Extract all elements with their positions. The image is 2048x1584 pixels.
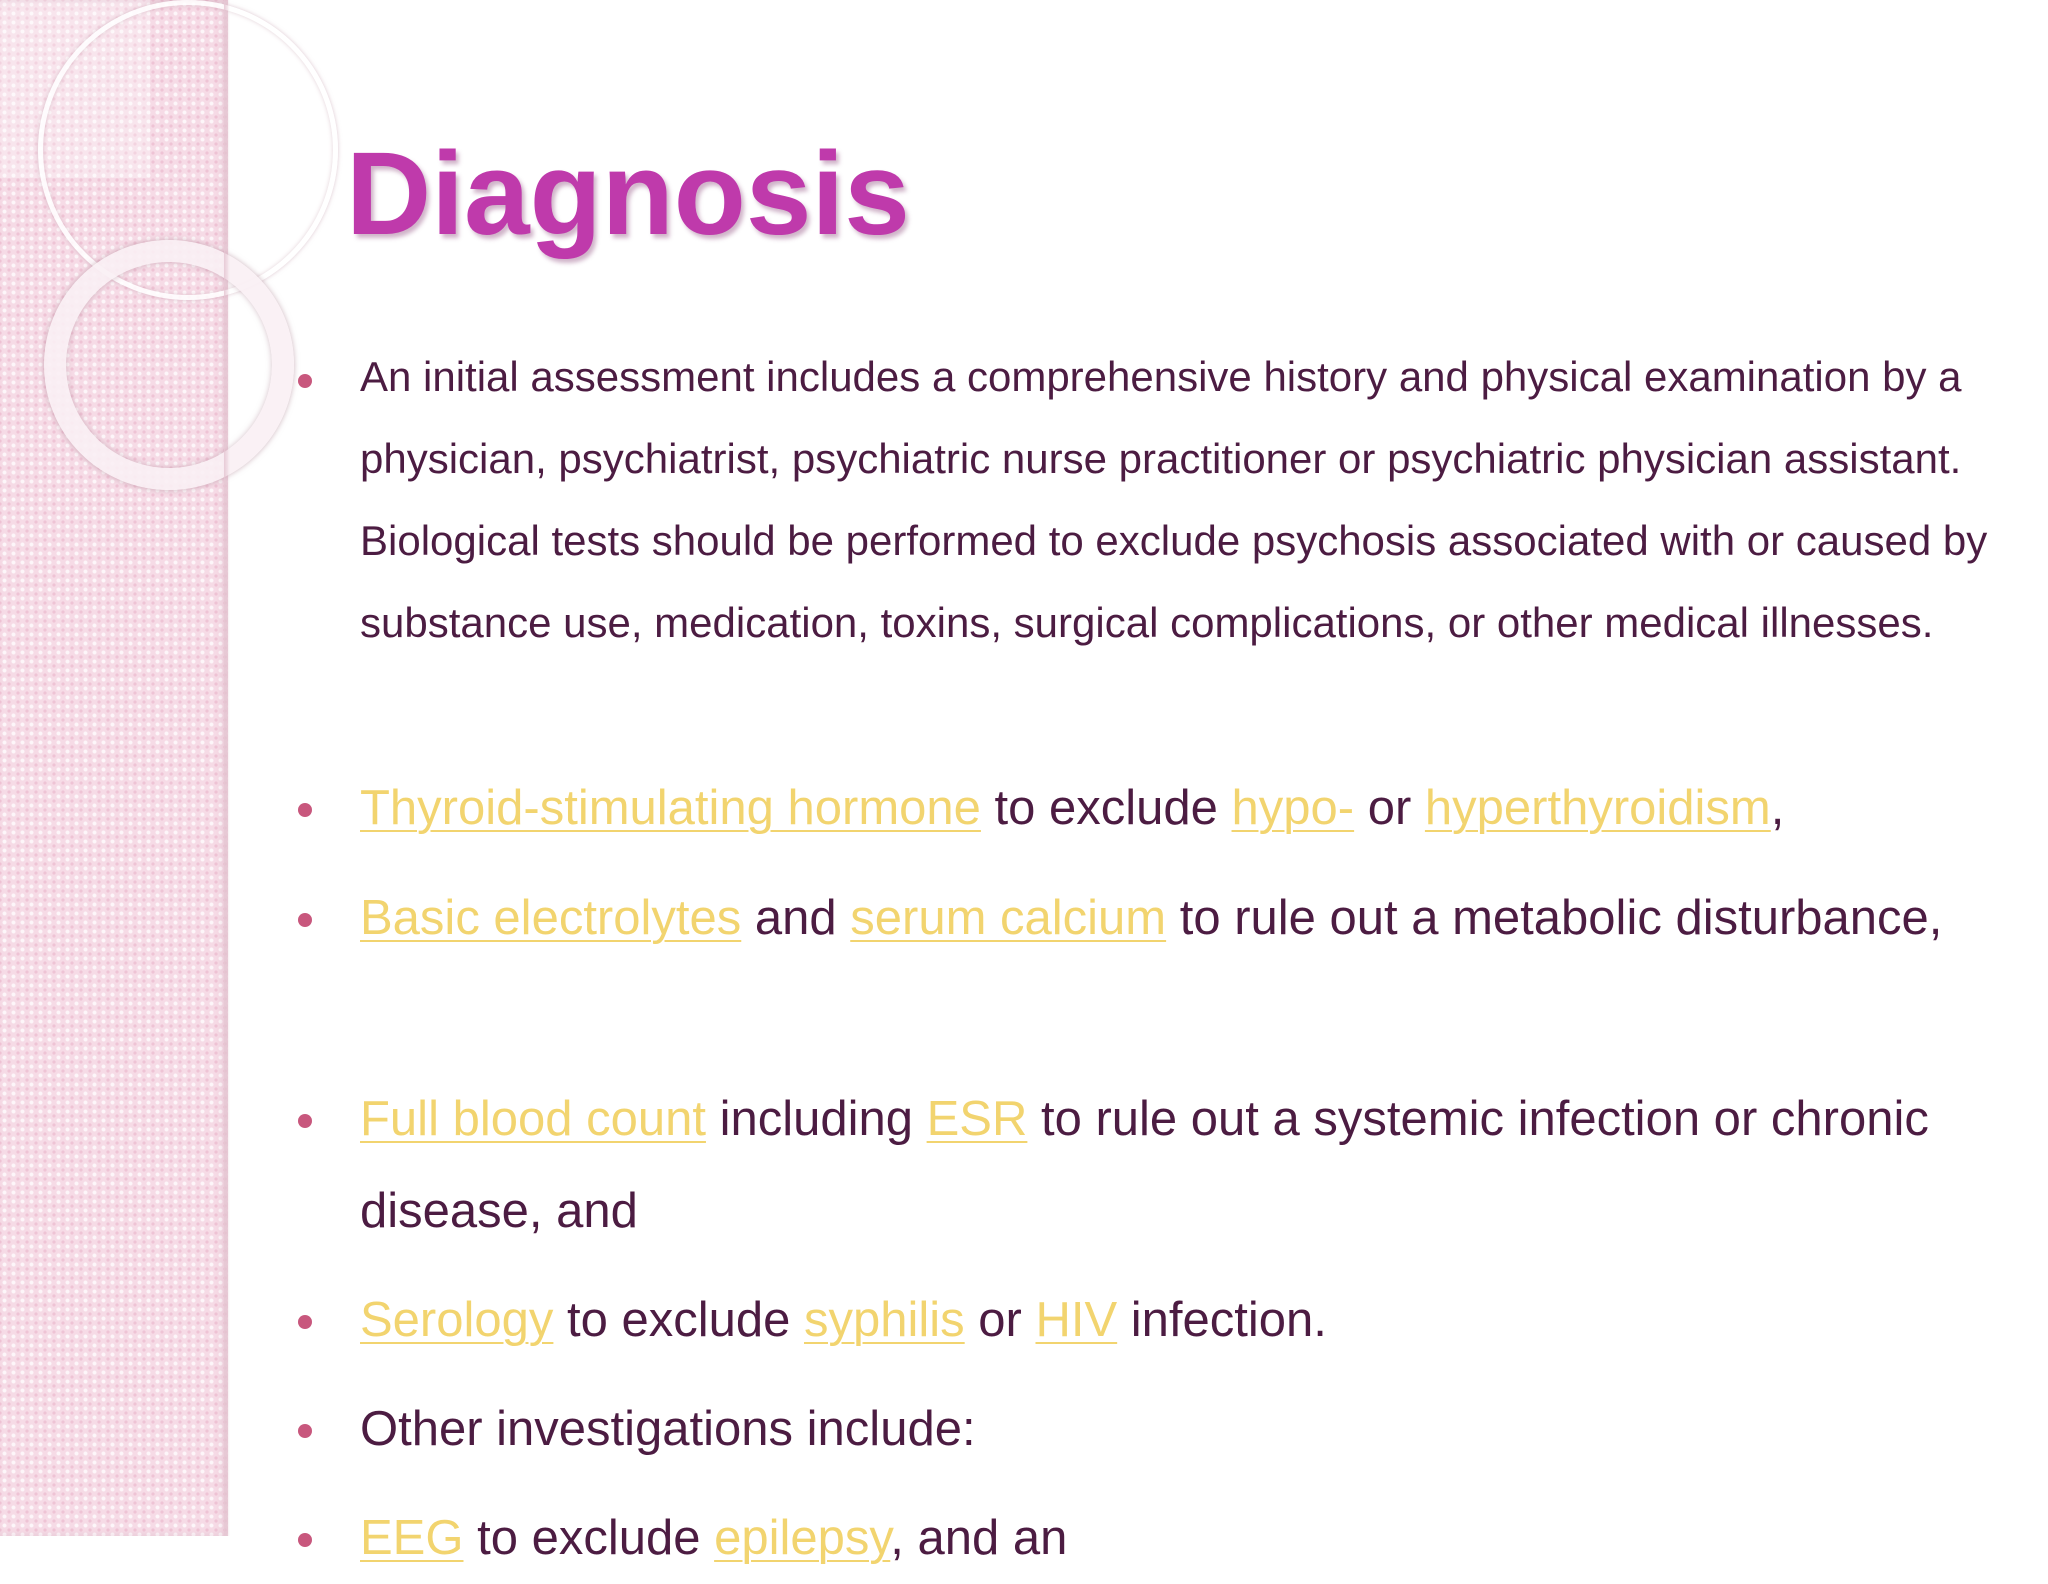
bullet-text [360, 1073, 2000, 1257]
bullet-text-segment: to rule out a metabolic disturbance, [1166, 891, 1943, 945]
slide-content [228, 0, 2048, 1565]
bullet-dot-icon [298, 913, 312, 927]
bullet-text-segment: , and an [890, 1511, 1068, 1565]
bullet-text-segment: to exclude [553, 1293, 805, 1347]
bullet-text-segment: including [705, 1092, 927, 1146]
link-hypo[interactable]: hypo- [1231, 781, 1355, 835]
link-epilepsy[interactable]: epilepsy [714, 1511, 891, 1565]
bullet-text [360, 1492, 2000, 1584]
link-esr[interactable]: ESR [926, 1092, 1028, 1146]
link-eeg[interactable]: EEG [360, 1511, 464, 1565]
bullet-text [360, 1274, 2000, 1366]
link-hiv[interactable]: HIV [1035, 1293, 1118, 1347]
bullet-text-segment: to exclude [463, 1511, 715, 1565]
slide-title: Diagnosis [346, 128, 910, 260]
bullet-dot-icon [298, 1424, 312, 1438]
bullet-text-segment: to exclude [980, 781, 1232, 835]
bullet-text: An initial assessment includes a comprehensive history and physical examination by a physician, psychiatrist, psychiatric nurse practitioner or psychiatric physician assistant. Biological tests should be performed to exclude psychosis associated with or caused by substance use, medication, toxins, surgical complications, or other medical illnesses. [360, 353, 1988, 646]
link-full-blood-count[interactable]: Full blood count [360, 1092, 706, 1146]
bullet-text-segment: or [1354, 781, 1425, 835]
link-serology[interactable]: Serology [360, 1293, 554, 1347]
link-hyperthyroidism[interactable]: hyperthyroidism [1424, 781, 1771, 835]
bullet-text-segment: or [964, 1293, 1036, 1347]
bullet-text [360, 872, 2000, 964]
bullet-dot-icon [298, 803, 312, 817]
bullet-text-segment: and [741, 891, 851, 945]
bullet-dot-icon [298, 1315, 312, 1329]
bullet-text-segment: to rule out a systemic infection or chronic disease, and [360, 1092, 1929, 1238]
link-serum-calcium[interactable]: serum calcium [850, 891, 1167, 945]
bullet-dot-icon [298, 1533, 312, 1547]
link-thyroid-stimulating-hormone[interactable]: Thyroid-stimulating hormone [360, 781, 981, 835]
link-basic-electrolytes[interactable]: Basic electrolytes [360, 891, 742, 945]
decorative-sidebar [0, 0, 228, 1536]
bullet-text [360, 762, 2000, 854]
bullet-text-segment: infection. [1117, 1293, 1327, 1347]
bullet-dot-icon [298, 1114, 312, 1128]
bullet-text: Other investigations include: [360, 1402, 976, 1456]
bullet-text-segment: , [1770, 781, 1785, 835]
link-syphilis[interactable]: syphilis [804, 1293, 965, 1347]
bullet-dot-icon [298, 374, 312, 388]
